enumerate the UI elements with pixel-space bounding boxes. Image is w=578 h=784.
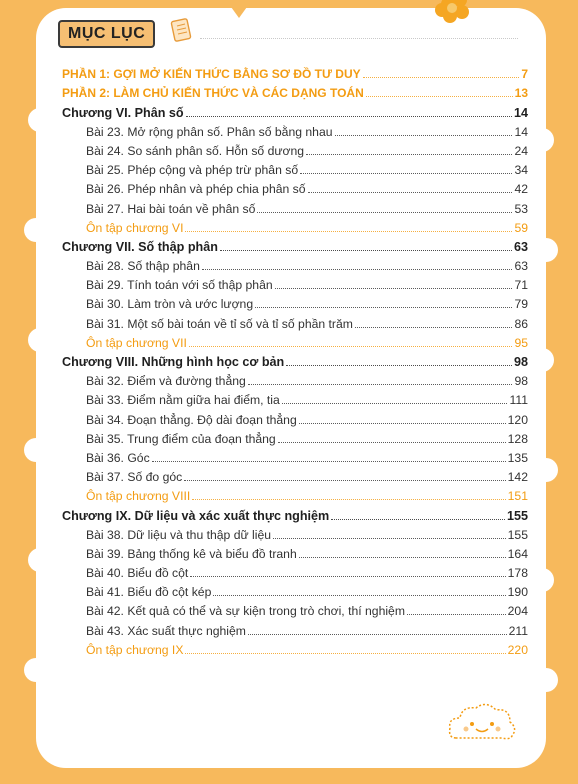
toc-entry-page: 63 [513,239,528,254]
dot-leader [185,231,512,232]
dot-leader [335,135,513,136]
toc-entry-label: Bài 25. Phép cộng và phép trừ phân số [86,163,299,178]
toc-entry-page: 142 [507,470,528,485]
toc-entry-label: Chương VII. Số thập phân [62,239,218,254]
toc-entry-label: Bài 38. Dữ liệu và thu thập dữ liệu [86,527,272,542]
dot-leader [275,288,513,289]
toc-entry-lesson [62,427,528,446]
toc-entry-label: Bài 23. Mở rộng phân số. Phân số bằng nhau [86,124,333,139]
dot-leader [355,327,513,328]
dot-leader [220,250,512,251]
toc-entry-lesson [62,407,528,426]
toc-entry-label: Ôn tập chương IX [86,642,184,657]
dot-leader [273,538,506,539]
toc-entry-label: Bài 26. Phép nhân và phép chia phân số [86,182,306,197]
toc-entry-lesson [62,139,528,158]
toc-entry-part [62,81,528,100]
dot-leader [366,96,513,97]
dot-leader [192,499,505,500]
toc-entry-label: Bài 29. Tính toán với số thập phân [86,278,273,293]
toc-entry-page: 211 [508,623,528,638]
toc-entry-label: Ôn tập chương VIII [86,489,191,504]
toc-entry-page: 204 [507,604,528,619]
toc-entry-review [62,638,528,657]
toc-entry-lesson [62,254,528,273]
smiling-cloud-icon [446,698,520,746]
dot-leader [255,307,512,308]
dot-leader [363,77,520,78]
toc-entry-label: Bài 39. Bảng thống kê và biểu đồ tranh [86,546,297,561]
toc-entry-page: 151 [507,489,528,504]
toc-entry-lesson [62,369,528,388]
dot-leader [286,365,512,366]
toc-entry-lesson [62,311,528,330]
book-icon [170,16,194,42]
toc-entry-chapter [62,503,528,522]
toc-entry-page: 220 [507,642,528,657]
dot-leader [186,116,512,117]
toc-entry-lesson [62,446,528,465]
toc-entry-chapter [62,350,528,369]
toc-entry-lesson [62,618,528,637]
toc-entry-page: 63 [514,259,528,274]
dot-leader [248,634,507,635]
toc-entry-label: Bài 32. Điểm và đường thẳng [86,374,246,389]
dot-leader [190,576,505,577]
toc-entry-label: PHẦN 2: LÀM CHỦ KIẾN THỨC VÀ CÁC DẠNG TOÁN [62,86,364,101]
toc-entry-label: Chương IX. Dữ liệu và xác xuất thực nghiệm [62,508,330,523]
toc-entry-label: Bài 33. Điểm nằm giữa hai điểm, tia [86,393,280,408]
toc-entry-page: 79 [514,297,528,312]
toc-list [62,62,528,657]
toc-entry-lesson [62,465,528,484]
toc-entry-chapter [62,235,528,254]
dot-leader [331,519,505,520]
toc-entry-label: Bài 24. So sánh phân số. Hỗn số dương [86,143,305,158]
toc-entry-page: 14 [514,124,528,139]
dot-leader [306,154,512,155]
toc-entry-label: Bài 36. Góc [86,450,150,465]
toc-entry-page: 155 [506,508,528,523]
toc-entry-page: 7 [521,67,528,82]
title-leader [200,38,518,39]
dot-leader [152,461,506,462]
dot-leader [189,346,513,347]
toc-entry-page: 53 [514,201,528,216]
toc-entry-label: Bài 30. Làm tròn và ước lượng [86,297,254,312]
dot-leader [185,653,505,654]
toc-entry-label: Bài 42. Kết quả có thể và sự kiện trong trò chơi, thí nghiệm [86,604,405,619]
toc-entry-lesson [62,273,528,292]
toc-entry-lesson [62,292,528,311]
dot-leader [299,423,506,424]
dot-leader [282,403,508,404]
dot-leader [308,192,513,193]
toc-entry-lesson [62,561,528,580]
toc-entry-label: PHẦN 1: GỢI MỞ KIẾN THỨC BẰNG SƠ ĐỒ TƯ DUY [62,67,361,82]
toc-entry-lesson [62,388,528,407]
toc-entry-page: 59 [514,220,528,235]
toc-entry-chapter [62,100,528,119]
toc-entry-label: Bài 41. Biểu đồ cột kép [86,585,212,600]
dot-leader [202,269,513,270]
toc-title: MỤC LỤC [58,20,155,48]
toc-entry-page: 128 [507,431,528,446]
toc-entry-label: Bài 43. Xác suất thực nghiệm [86,623,246,638]
toc-entry-lesson [62,177,528,196]
toc-entry-lesson [62,523,528,542]
toc-entry-label: Chương VI. Phân số [62,105,184,120]
toc-entry-label: Bài 40. Biểu đồ cột [86,566,189,581]
dot-leader [407,614,506,615]
dot-leader [213,595,505,596]
toc-entry-page: 95 [514,335,528,350]
toc-entry-page: 13 [514,86,528,101]
toc-entry-label: Ôn tập chương VI [86,220,184,235]
dot-leader [300,173,512,174]
toc-entry-label: Chương VIII. Những hình học cơ bản [62,355,285,369]
toc-entry-page: 98 [513,355,528,369]
toc-entry-page: 120 [507,412,528,427]
toc-entry-label: Bài 37. Số đo góc [86,470,183,485]
toc-entry-page: 86 [514,316,528,331]
toc-entry-part [62,62,528,81]
toc-entry-label: Bài 28. Số thập phân [86,259,200,274]
toc-entry-page: 24 [514,143,528,158]
toc-entry-label: Bài 31. Một số bài toán về tỉ số và tỉ số phần trăm [86,316,353,331]
toc-entry-page: 71 [514,278,528,293]
toc-entry-lesson [62,599,528,618]
toc-header [58,16,518,46]
toc-entry-label: Bài 34. Đoạn thẳng. Độ dài đoạn thẳng [86,412,297,427]
toc-entry-page: 42 [514,182,528,197]
toc-entry-lesson [62,120,528,139]
toc-entry-page: 155 [507,527,528,542]
dot-leader [257,212,512,213]
dot-leader [299,557,506,558]
dot-leader [248,384,513,385]
toc-entry-page: 34 [514,163,528,178]
toc-entry-review [62,331,528,350]
toc-entry-page: 178 [507,566,528,581]
toc-entry-page: 111 [509,393,528,408]
toc-entry-page: 14 [513,105,528,120]
toc-entry-lesson [62,196,528,215]
toc-entry-label: Bài 27. Hai bài toán về phân số [86,201,256,216]
toc-entry-page: 164 [507,546,528,561]
toc-entry-lesson [62,580,528,599]
toc-entry-label: Ôn tập chương VII [86,335,187,350]
toc-entry-page: 135 [507,450,528,465]
toc-entry-lesson [62,158,528,177]
toc-entry-page: 190 [507,585,528,600]
dot-leader [184,480,505,481]
toc-entry-lesson [62,542,528,561]
toc-entry-review [62,484,528,503]
toc-entry-review [62,216,528,235]
toc-entry-page: 98 [514,374,528,389]
dot-leader [278,442,506,443]
toc-entry-label: Bài 35. Trung điểm của đoạn thẳng [86,431,276,446]
